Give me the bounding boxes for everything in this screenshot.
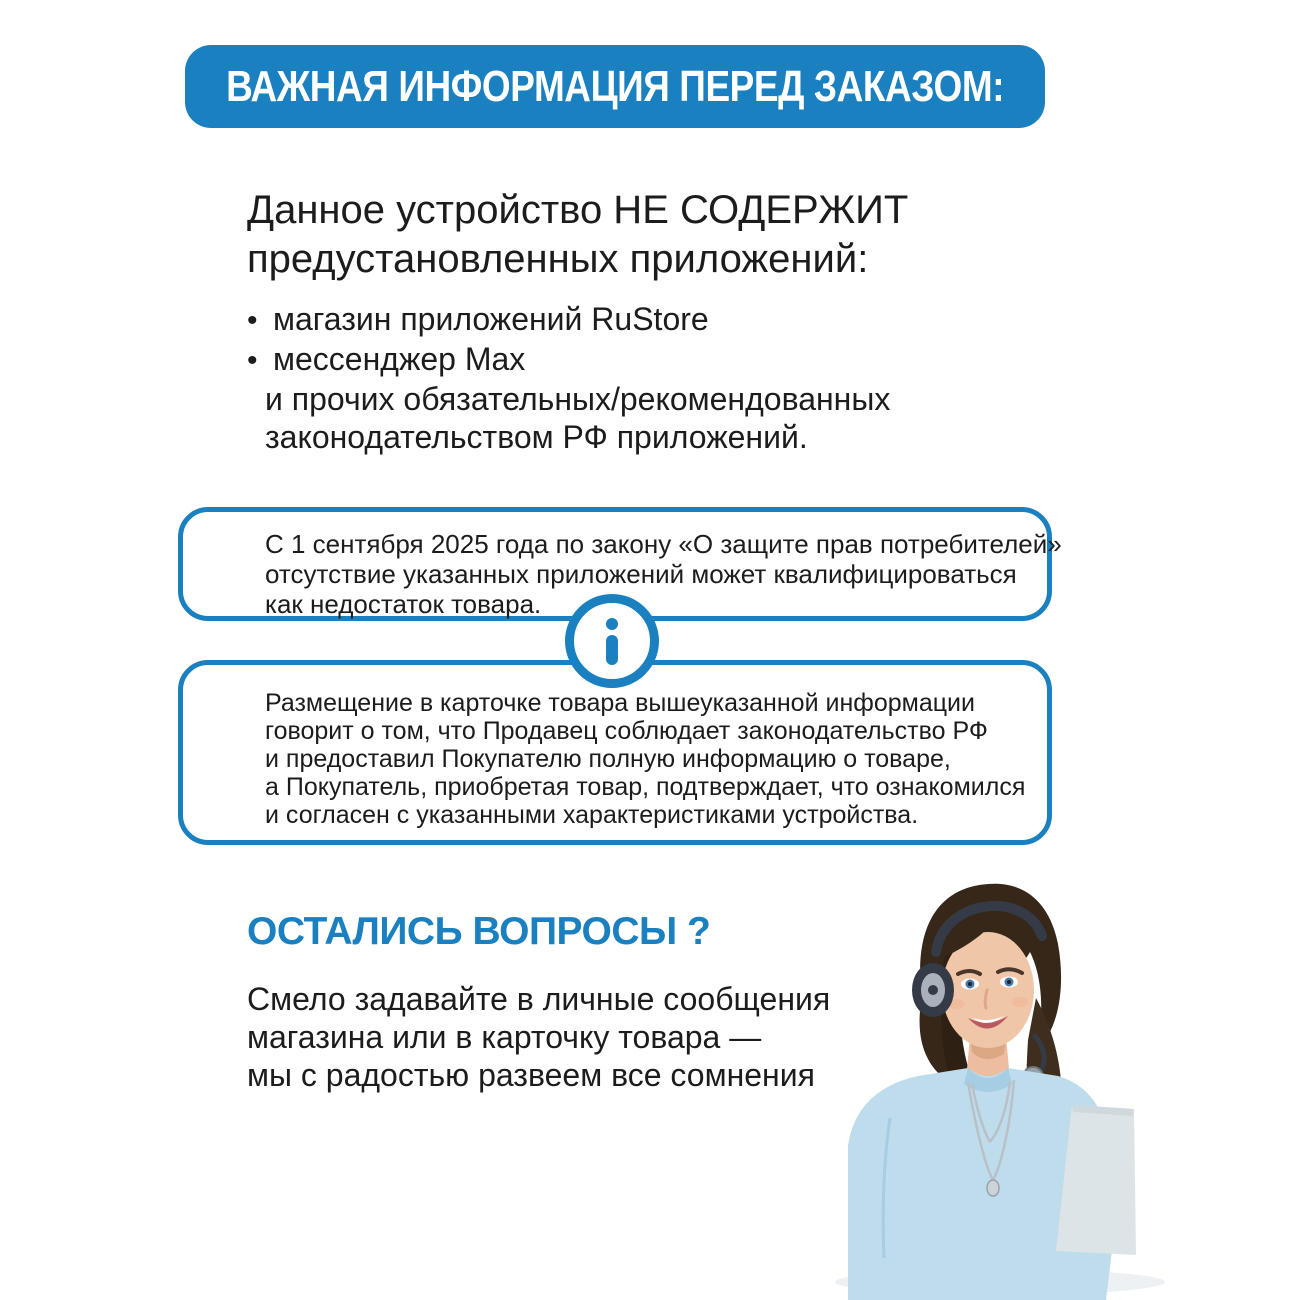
list-item bbox=[247, 340, 890, 380]
important-info-banner bbox=[185, 45, 1045, 128]
notice-line: Размещение в карточке товара вышеуказанной информации bbox=[265, 689, 975, 717]
info-icon-stem bbox=[606, 635, 618, 665]
list-continuation-line-2: законодательством РФ приложений. bbox=[265, 419, 808, 455]
notice-line: а Покупатель, приобретая товар, подтверждает, что ознакомился bbox=[265, 773, 1026, 801]
preinstalled-apps-list bbox=[247, 300, 890, 456]
intro-heading bbox=[247, 186, 908, 284]
info-icon bbox=[565, 594, 659, 688]
notice-box-seller-text bbox=[265, 689, 1025, 829]
questions-heading: ОСТАЛИСЬ ВОПРОСЫ ? bbox=[247, 910, 711, 953]
info-icon-dot bbox=[606, 618, 618, 630]
notice-line: и согласен с указанными характеристиками устройства. bbox=[265, 801, 919, 829]
necklace-pendant bbox=[987, 1180, 999, 1196]
notice-line: говорит о том, что Продавец соблюдает законодательство РФ bbox=[265, 717, 988, 745]
questions-text-line-3: мы с радостью развеем все сомнения bbox=[247, 1057, 815, 1093]
notice-line: отсутствие указанных приложений может квалифицироваться bbox=[265, 559, 1017, 589]
questions-text-line-2: магазина или в карточку товара — bbox=[247, 1019, 762, 1055]
questions-text-line-1: Смело задавайте в личные сообщения bbox=[247, 981, 831, 1017]
notice-line: С 1 сентября 2025 года по закону «О защите прав потребителей» bbox=[265, 529, 1062, 559]
list-item-text: магазин приложений RuStore bbox=[273, 301, 709, 337]
banner-title: ВАЖНАЯ ИНФОРМАЦИЯ ПЕРЕД ЗАКАЗОМ: bbox=[225, 61, 1005, 111]
notice-line: как недостаток товара. bbox=[265, 589, 542, 619]
list-item bbox=[247, 300, 890, 340]
intro-heading-line-2: предустановленных приложений: bbox=[247, 237, 869, 281]
notice-line: и предоставил Покупателю полную информацию о товаре, bbox=[265, 745, 951, 773]
bullet-dot-icon: • bbox=[247, 304, 258, 337]
list-continuation-line-1: и прочих обязательных/рекомендованных bbox=[265, 381, 891, 417]
list-item-text: мессенджер Max bbox=[273, 341, 526, 377]
bullet-dot-icon: • bbox=[247, 344, 258, 377]
notice-box-law-text bbox=[265, 529, 1062, 619]
support-agent-photo bbox=[830, 878, 1300, 1300]
questions-text bbox=[247, 980, 830, 1094]
intro-heading-line-1: Данное устройство НЕ СОДЕРЖИТ bbox=[247, 188, 909, 232]
